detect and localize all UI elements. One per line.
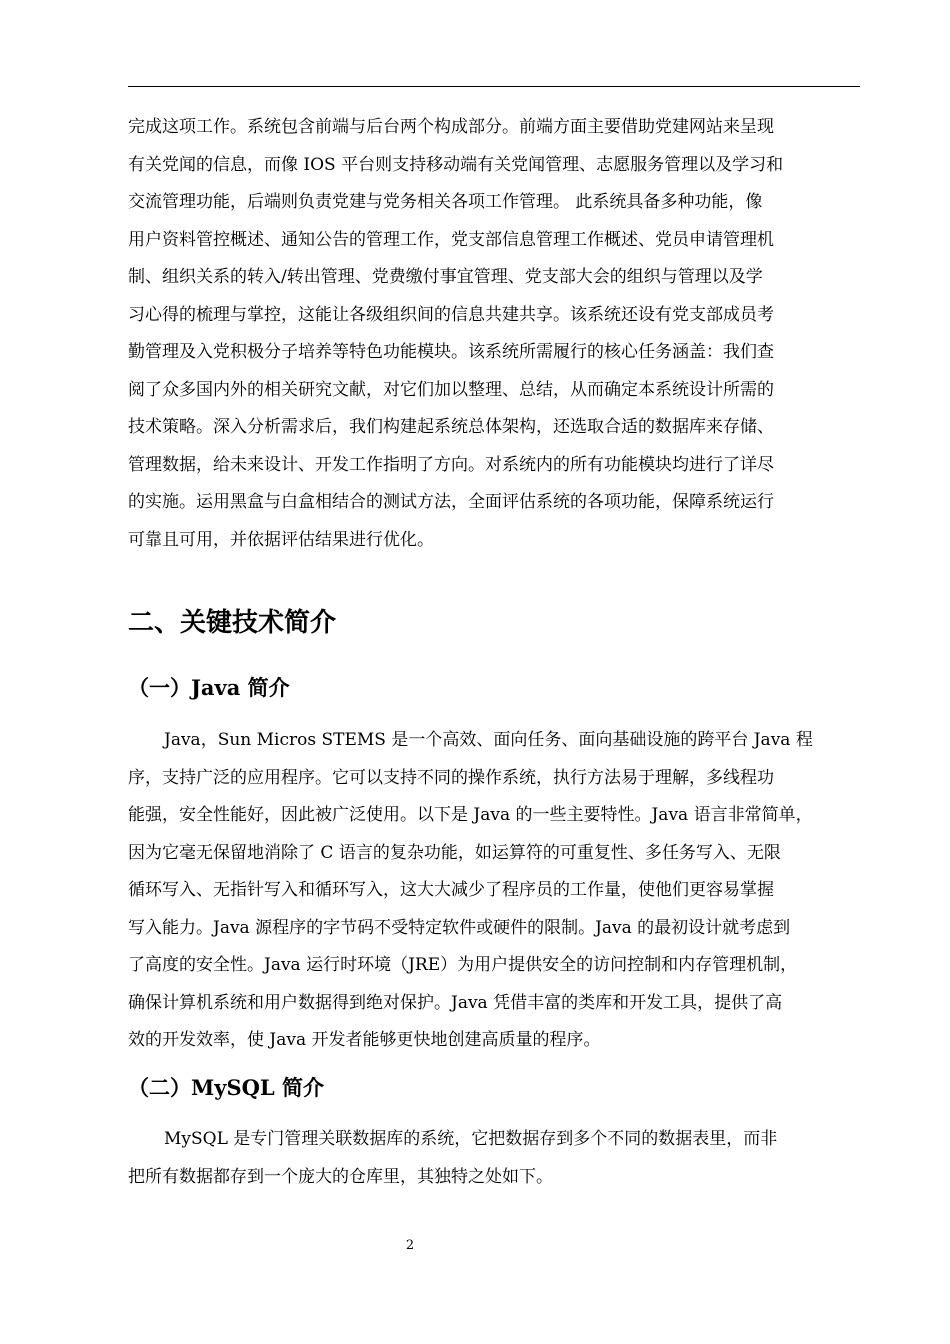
- text-line: 习心得的梳理与掌控，这能让各级组织间的信息共建共享。该系统还设有党支部成员考: [128, 304, 774, 325]
- text-line: 技术策略。深入分析需求后，我们构建起系统总体架构，还选取合适的数据库来存储、: [128, 417, 774, 437]
- text-line: 效的开发效率，使 Java 开发者能够更快地创建高质量的程序。: [128, 1030, 601, 1050]
- text-line: Java，Sun Micros STEMS 是一个高效、面向任务、面向基础设施的跨平台 Java 程: [164, 730, 813, 750]
- header-rule: [128, 86, 860, 87]
- text-line: 用户资料管控概述、通知公告的管理工作，党支部信息管理工作概述、党员申请管理机: [128, 229, 774, 250]
- intro-paragraph: [128, 109, 868, 559]
- mysql-heading: （二）MySQL 简介: [128, 1075, 324, 1100]
- section-heading: 二、关键技术简介: [128, 608, 337, 638]
- text-line: 制、组织关系的转入/转出管理、党费缴付事宜管理、党支部大会的组织与管理以及学: [128, 267, 763, 287]
- page-number: 2: [405, 1238, 415, 1253]
- java-paragraph: [128, 722, 868, 1060]
- text-line: 写入能力。Java 源程序的字节码不受特定软件或硬件的限制。Java 的最初设计就考虑到: [128, 917, 791, 938]
- text-line: 的实施。运用黑盒与白盒相结合的测试方法，全面评估系统的各项功能，保障系统运行: [128, 492, 774, 512]
- text-line: 能强，安全性能好，因此被广泛使用。以下是 Java 的一些主要特性。Java 语言非常简单，: [128, 805, 813, 825]
- text-line: 因为它毫无保留地消除了 C 语言的复杂功能，如运算符的可重复性、多任务写入、无限: [128, 842, 781, 863]
- mysql-paragraph: [128, 1121, 868, 1196]
- text-line: 可靠且可用，并依据评估结果进行优化。: [128, 529, 434, 550]
- text-line: 循环写入、无指针写入和循环写入，这大大减少了程序员的工作量，使他们更容易掌握: [128, 880, 774, 900]
- text-line: 勤管理及入党积极分子培养等特色功能模块。该系统所需履行的核心任务涵盖：我们查: [128, 342, 774, 362]
- text-line: 确保计算机系统和用户数据得到绝对保护。Java 凭借丰富的类库和开发工具，提供了高: [128, 992, 783, 1013]
- text-line: 了高度的安全性。Java 运行时环境（JRE）为用户提供安全的访问控制和内存管理机制，: [128, 955, 798, 975]
- text-line: MySQL 是专门管理关联数据库的系统，它把数据存到多个不同的数据表里，而非: [164, 1129, 778, 1149]
- text-line: 把所有数据都存到一个庞大的仓库里，其独特之处如下。: [128, 1166, 553, 1187]
- text-line: 阅了众多国内外的相关研究文献，对它们加以整理、总结，从而确定本系统设计所需的: [128, 379, 774, 400]
- text-line: 管理数据，给未来设计、开发工作指明了方向。对系统内的所有功能模块均进行了详尽: [128, 454, 774, 475]
- text-line: 序，支持广泛的应用程序。它可以支持不同的操作系统，执行方法易于理解，多线程功: [128, 767, 774, 788]
- java-heading: （一）Java 简介: [128, 675, 290, 700]
- text-line: 交流管理功能，后端则负责党建与党务相关各项工作管理。 此系统具备多种功能，像: [128, 192, 763, 212]
- text-line: 完成这项工作。系统包含前端与后台两个构成部分。前端方面主要借助党建网站来呈现: [128, 117, 774, 137]
- text-line: 有关党闻的信息，而像 IOS 平台则支持移动端有关党闻管理、志愿服务管理以及学习和: [128, 154, 784, 175]
